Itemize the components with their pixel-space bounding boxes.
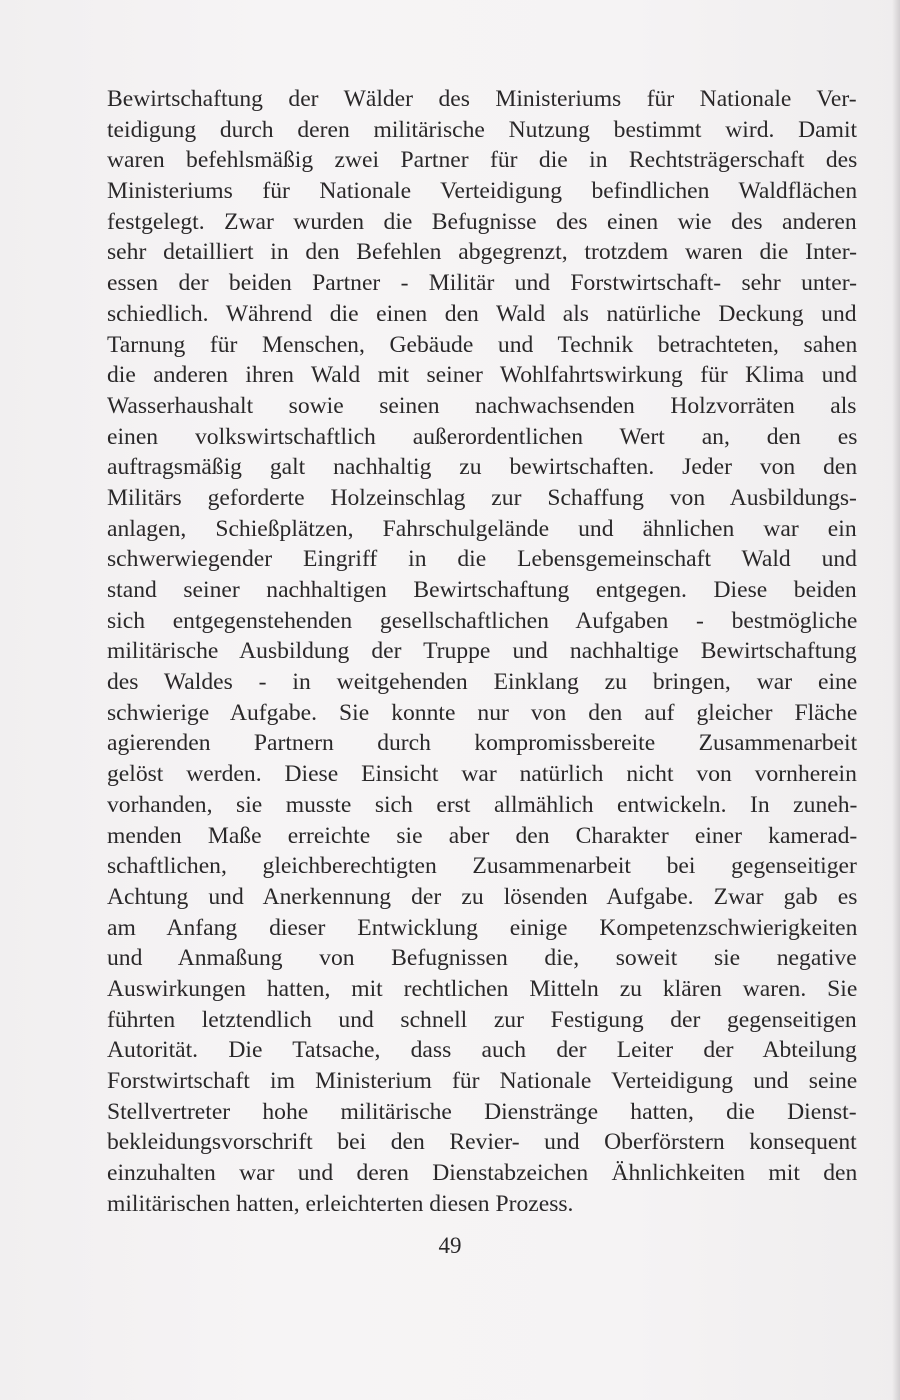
text-line: sich entgegenstehenden gesellschaftlichen Aufgaben - bestmögliche — [107, 607, 858, 634]
page-edge-shadow — [892, 0, 900, 1400]
text-line: militärischen hatten, erleichterten diesen Prozess. — [107, 1190, 574, 1217]
text-line: Ministeriums für Nationale Verteidigung befindlichen Waldflächen — [107, 178, 858, 205]
text-line: waren befehlsmäßig zwei Partner für die in Rechtsträgerschaft des — [107, 147, 858, 174]
text-line: schwierige Aufgabe. Sie konnte nur von den auf gleicher Fläche — [107, 699, 858, 726]
text-line: Auswirkungen hatten, mit rechtlichen Mitteln zu klären waren. Sie — [107, 975, 858, 1002]
body-text — [107, 84, 857, 1219]
text-line: auftragsmäßig galt nachhaltig zu bewirtschaften. Jeder von den — [107, 454, 858, 481]
text-line: Stellvertreter hohe militärische Dienstränge hatten, die Dienst- — [107, 1098, 857, 1125]
text-line: vorhanden, sie musste sich erst allmählich entwickeln. In zuneh- — [107, 791, 858, 818]
text-line: gelöst werden. Diese Einsicht war natürlich nicht von vornherein — [107, 761, 857, 788]
text-line: Forstwirtschaft im Ministerium für Nationale Verteidigung und seine — [107, 1068, 858, 1094]
text-line: bekleidungsvorschrift bei den Revier- und Oberförstern konsequent — [107, 1129, 857, 1156]
text-line: agierenden Partnern durch kompromissbereite Zusammenarbeit — [107, 730, 858, 757]
text-line: stand seiner nachhaltigen Bewirtschaftung entgegen. Diese beiden — [107, 577, 857, 603]
text-line: einzuhalten war und deren Dienstabzeichen Ähnlichkeiten mit den — [107, 1160, 858, 1187]
text-line: Tarnung für Menschen, Gebäude und Technik betrachteten, sahen — [107, 331, 858, 358]
text-line: schaftlichen, gleichberechtigten Zusammenarbeit bei gegenseitiger — [107, 853, 857, 880]
text-line: führten letztendlich und schnell zur Festigung der gegenseitigen — [107, 1006, 857, 1033]
page-number: 49 — [438, 1233, 462, 1258]
text-line: Wasserhaushalt sowie seinen nachwachsenden Holzvorräten als — [107, 392, 857, 419]
text-line: essen der beiden Partner - Militär und Forstwirtschaft- sehr unter- — [107, 270, 857, 297]
text-line: schwerwiegender Eingriff in die Lebensgemeinschaft Wald und — [107, 546, 857, 573]
text-line: Achtung und Anerkennung der zu lösenden Aufgabe. Zwar gab es — [107, 883, 858, 910]
text-line: und Anmaßung von Befugnissen die, soweit sie negative — [107, 945, 857, 972]
text-line: anlagen, Schießplätzen, Fahrschulgelände und ähnlichen war ein — [107, 515, 857, 542]
text-line: Militärs geforderte Holzeinschlag zur Schaffung von Ausbildungs- — [107, 484, 857, 511]
text-line: schiedlich. Während die einen den Wald als natürliche Deckung und — [107, 300, 857, 327]
text-line: Bewirtschaftung der Wälder des Ministeriums für Nationale Ver- — [107, 86, 857, 112]
text-line: festgelegt. Zwar wurden die Befugnisse des einen wie des anderen — [107, 208, 857, 235]
text-line: Autorität. Die Tatsache, dass auch der Leiter der Abteilung — [107, 1037, 857, 1064]
text-line: des Waldes - in weitgehenden Einklang zu bringen, war eine — [107, 669, 858, 696]
text-line: sehr detailliert in den Befehlen abgegrenzt, trotzdem waren die Inter- — [107, 239, 858, 266]
text-line: militärische Ausbildung der Truppe und nachhaltige Bewirtschaftung — [107, 638, 857, 665]
text-line: die anderen ihren Wald mit seiner Wohlfahrtswirkung für Klima und — [107, 362, 857, 389]
text-line: am Anfang dieser Entwicklung einige Kompetenzschwierigkeiten — [107, 914, 858, 941]
text-line: teidigung durch deren militärische Nutzung bestimmt wird. Damit — [107, 116, 858, 143]
text-line: einen volkswirtschaftlich außerordentlichen Wert an, den es — [107, 423, 858, 450]
text-line: menden Maße erreichte sie aber den Charakter einer kamerad- — [107, 822, 858, 849]
